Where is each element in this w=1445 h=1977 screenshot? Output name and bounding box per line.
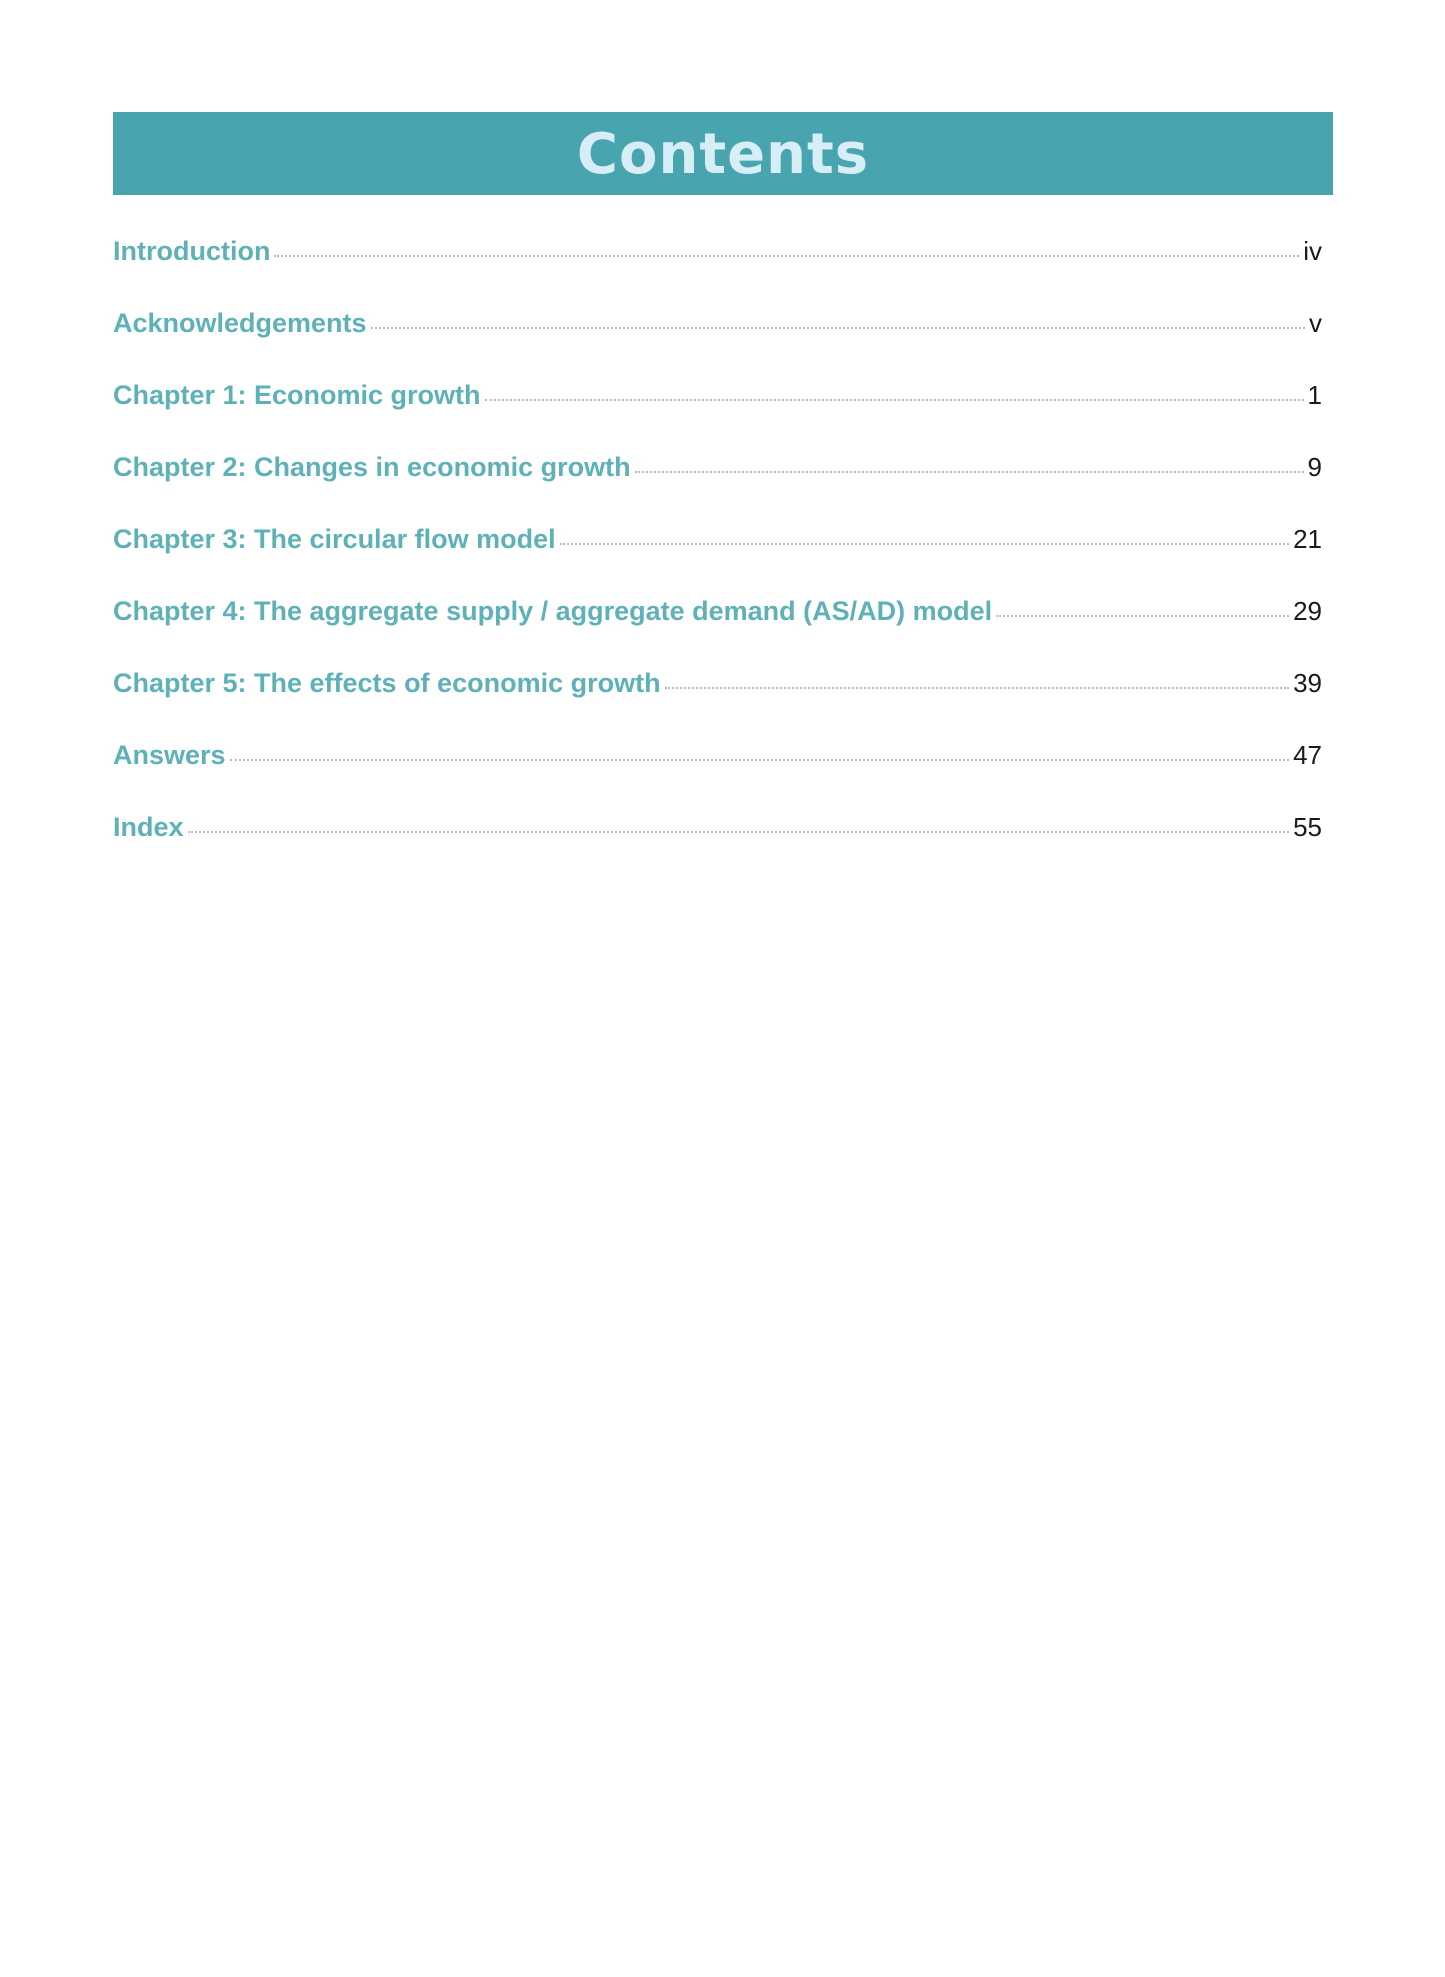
toc-page-number: 55: [1293, 812, 1322, 842]
toc-entry-label[interactable]: Chapter 2: Changes in economic growth: [113, 452, 631, 482]
dot-leader: [371, 327, 1305, 329]
toc-page-number: 21: [1293, 524, 1322, 554]
toc-page-number: 47: [1293, 740, 1322, 770]
toc-entry-label[interactable]: Index: [113, 812, 184, 842]
dot-leader: [635, 471, 1304, 473]
dot-leader: [996, 615, 1289, 617]
toc-entry-index[interactable]: [113, 812, 1322, 884]
dot-leader: [665, 687, 1290, 689]
toc-page-number: 9: [1307, 452, 1322, 482]
dot-leader: [188, 831, 1290, 833]
toc-entry-chapter-4[interactable]: [113, 596, 1322, 668]
toc-entry-introduction[interactable]: [113, 236, 1322, 308]
toc-entry-label[interactable]: Acknowledgements: [113, 308, 367, 338]
dot-leader: [560, 543, 1289, 545]
page-title: Contents: [576, 121, 870, 187]
toc-entry-chapter-2[interactable]: [113, 452, 1322, 524]
dot-leader: [274, 255, 1299, 257]
toc-entry-answers[interactable]: [113, 740, 1322, 812]
toc-page-number: iv: [1303, 236, 1322, 266]
dot-leader: [230, 759, 1290, 761]
toc-page-number: 1: [1307, 380, 1322, 410]
contents-header-bar: [113, 112, 1333, 195]
toc-page-number: 29: [1293, 596, 1322, 626]
toc-entry-chapter-1[interactable]: [113, 380, 1322, 452]
toc-entry-chapter-3[interactable]: [113, 524, 1322, 596]
toc-page-number: 39: [1293, 668, 1322, 698]
toc-entry-chapter-5[interactable]: [113, 668, 1322, 740]
toc-entry-label[interactable]: Chapter 4: The aggregate supply / aggregate demand (AS/AD) model: [113, 596, 993, 626]
dot-leader: [485, 399, 1304, 401]
toc-entry-acknowledgements[interactable]: [113, 308, 1322, 380]
table-of-contents: [113, 236, 1322, 884]
toc-entry-label[interactable]: Answers: [113, 740, 226, 770]
toc-entry-label[interactable]: Introduction: [113, 236, 271, 266]
toc-entry-label[interactable]: Chapter 5: The effects of economic growth: [113, 668, 661, 698]
toc-entry-label[interactable]: Chapter 1: Economic growth: [113, 380, 481, 410]
toc-entry-label[interactable]: Chapter 3: The circular flow model: [113, 524, 556, 554]
toc-page-number: v: [1309, 308, 1322, 338]
